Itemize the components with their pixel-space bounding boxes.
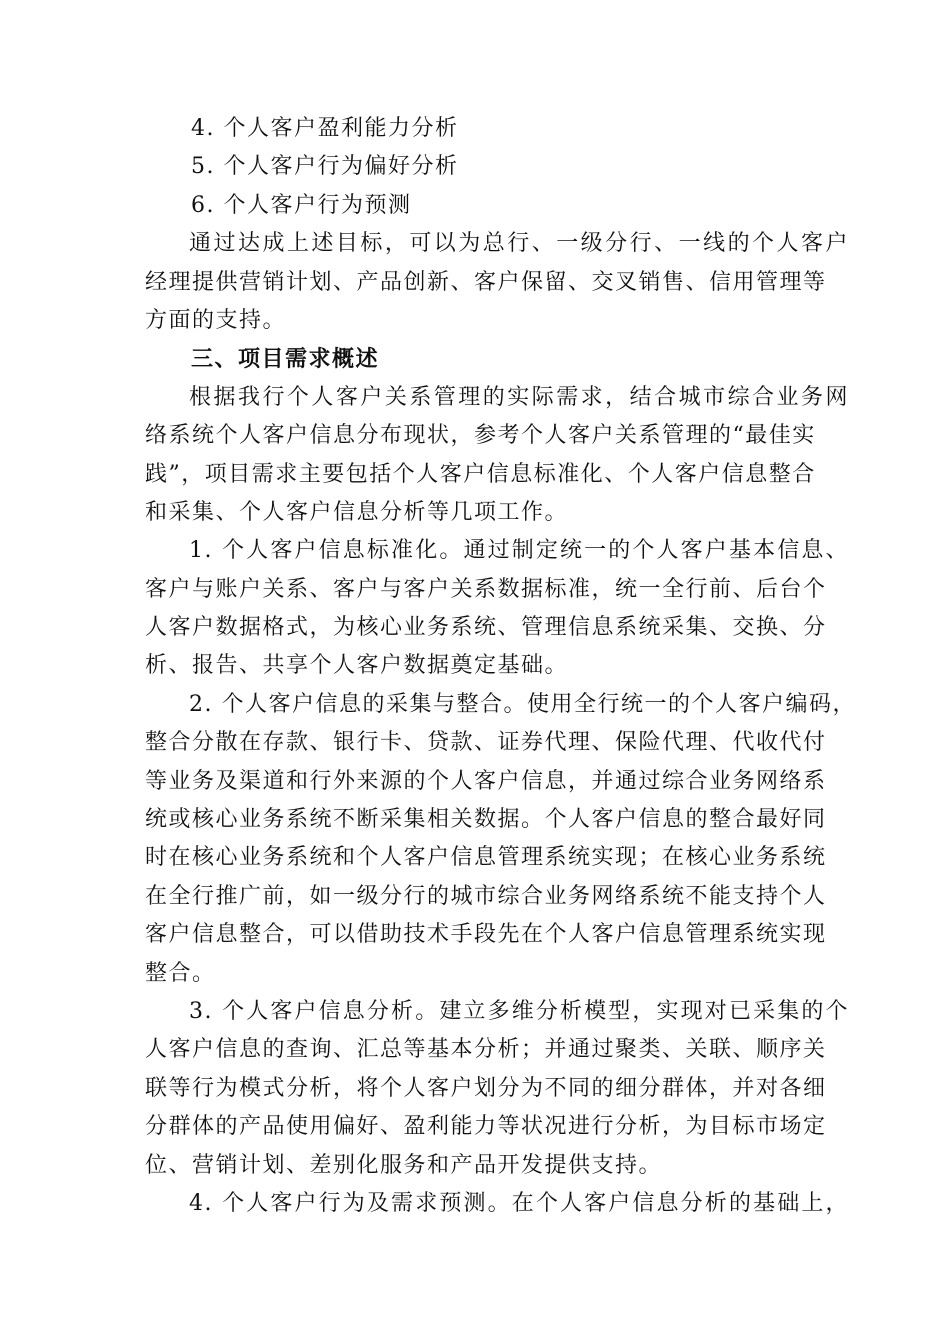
paragraph-line: 4. 个人客户行为及需求预测。在个人客户信息分析的基础上， [189,1190,849,1216]
paragraph-line: 客户信息整合，可以借助技术手段先在个人客户信息管理系统实现 [145,922,827,948]
paragraph-line: 1. 个人客户信息标准化。通过制定统一的个人客户基本信息、 [189,538,849,564]
paragraph-line: 络系统个人客户信息分布现状，参考个人客户关系管理的“最佳实 [145,423,816,449]
paragraph-line: 位、营销计划、差别化服务和产品开发提供支持。 [145,1152,663,1178]
paragraph-line: 人客户数据格式，为核心业务系统、管理信息系统采集、交换、分 [145,615,827,641]
list-item: 4. 个人客户盈利能力分析 [191,116,459,141]
paragraph-line: 分群体的产品使用偏好、盈利能力等状况进行分析，为目标市场定 [145,1114,827,1140]
paragraph-line: 联等行为模式分析，将个人客户划分为不同的细分群体，并对各细 [145,1075,827,1101]
section-heading: 三、项目需求概述 [191,346,380,373]
paragraph-line: 3. 个人客户信息分析。建立多维分析模型，实现对已采集的个 [189,998,849,1024]
paragraph-line: 2. 个人客户信息的采集与整合。使用全行统一的个人客户编码， [189,691,856,717]
paragraph-line: 析、报告、共享个人客户数据奠定基础。 [145,653,569,679]
paragraph-line: 统或核心业务系统不断采集相关数据。个人客户信息的整合最好同 [145,807,827,833]
paragraph-line: 整合分散在存款、银行卡、贷款、证券代理、保险代理、代收代付 [145,730,827,756]
paragraph-line: 等业务及渠道和行外来源的个人客户信息，并通过综合业务网络系 [145,768,827,794]
paragraph-line: 通过达成上述目标，可以为总行、一级分行、一线的个人客户 [189,231,849,257]
paragraph-line: 和采集、个人客户信息分析等几项工作。 [145,499,569,525]
paragraph-line: 客户与账户关系、客户与客户关系数据标准，统一全行前、后台个 [145,576,827,602]
paragraph-line: 践”，项目需求主要包括个人客户信息标准化、个人客户信息整合 [145,461,816,487]
paragraph-line: 整合。 [145,960,216,986]
list-item: 6. 个人客户行为预测 [191,192,412,218]
paragraph-line: 经理提供营销计划、产品创新、客户保留、交叉销售、信用管理等 [145,269,827,295]
paragraph-line: 时在核心业务系统和个人客户信息管理系统实现；在核心业务系统 [145,845,827,871]
paragraph-line: 在全行推广前，如一级分行的城市综合业务网络系统不能支持个人 [145,883,827,909]
paragraph-line: 人客户信息的查询、汇总等基本分析；并通过聚类、关联、顺序关 [145,1037,827,1063]
paragraph-line: 方面的支持。 [145,307,287,333]
paragraph-line: 根据我行个人客户关系管理的实际需求，结合城市综合业务网 [189,384,849,410]
document-body [145,110,856,1223]
list-item: 5. 个人客户行为偏好分析 [191,154,459,180]
